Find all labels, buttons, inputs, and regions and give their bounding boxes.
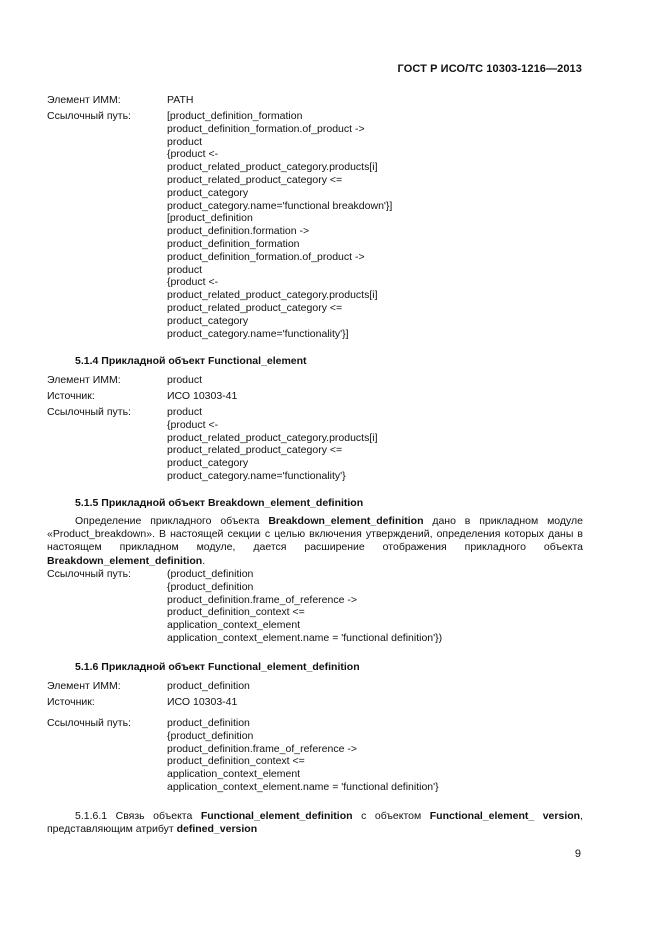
section-paragraph-5-1-6-1 <box>47 810 583 836</box>
page-number: 9 <box>574 848 581 860</box>
value-source: ИСО 10303-41 <box>167 696 238 708</box>
para-text: 5.1.6.1 Связь объекта <box>75 810 201 822</box>
label-element: Элемент ИММ: <box>47 374 121 386</box>
para-text: с объектом <box>352 810 430 822</box>
value-refpath: product_definition {product_definition product_definition.frame_of_reference -> product_definition_context <= application_context_element application_context_element.name = 'functional definition'} <box>167 717 439 793</box>
para-text: , представляющим атрибут <box>47 810 583 836</box>
document-header: ГОСТ Р ИСО/ТС 10303-1216—2013 <box>397 63 582 75</box>
value-refpath: (product_definition {product_definition product_definition.frame_of_reference -> product_definition_context <= application_context_element application_context_element.name = 'functional definition'}) <box>167 568 443 644</box>
label-refpath: Ссылочный путь: <box>47 406 131 418</box>
label-refpath: Ссылочный путь: <box>47 568 131 580</box>
para-bold-term: Functional_element_definition <box>200 810 353 822</box>
value-element: PATH <box>167 94 194 106</box>
value-refpath: product {product <- product_related_product_category.products[i] product_related_product_category <= product_category product_category.name='functionality'} <box>167 406 378 482</box>
section-heading-5-1-5: 5.1.5 Прикладной объект Breakdown_element_definition <box>75 497 364 509</box>
para-text: . <box>202 554 206 567</box>
para-bold-term: Breakdown_element_definition <box>268 515 424 527</box>
section-heading-5-1-6: 5.1.6 Прикладной объект Functional_element_definition <box>75 661 360 673</box>
label-source: Источник: <box>47 696 95 708</box>
label-element: Элемент ИММ: <box>47 680 121 692</box>
para-text: дано в прикладном модуле «Product_breakdown». В настоящей секции с целью включения утверждений, определения которых даны в настоящем прикладном модуле, дается расширение отображения прикладного объекта <box>47 515 584 554</box>
section-paragraph <box>47 515 583 568</box>
value-element: product <box>167 374 203 386</box>
section-heading-5-1-4: 5.1.4 Прикладной объект Functional_element <box>75 355 307 367</box>
para-bold-term: Functional_element_ version <box>429 810 581 822</box>
label-refpath: Ссылочный путь: <box>47 717 131 729</box>
value-source: ИСО 10303-41 <box>167 390 238 402</box>
label-element: Элемент ИММ: <box>47 94 121 106</box>
para-text: Определение прикладного объекта <box>75 515 269 527</box>
label-source: Источник: <box>47 390 95 402</box>
label-refpath: Ссылочный путь: <box>47 110 131 122</box>
value-refpath: [product_definition_formation product_definition_formation.of_product -> product {product <- product_related_product_category.products[i] product_related_product_category <= product_category product_category.name='functional breakdown'}] [product_definition product_definition.formation -> product_definition_formation product_definition_formation.of_product -> product {product <- product_related_product_category.products[i] product_related_product_category <= product_category product_category.name='functionality'}] <box>167 110 393 340</box>
value-element: product_definition <box>167 680 250 692</box>
para-bold-term: Breakdown_element_definition <box>47 554 203 567</box>
para-bold-term: defined_version <box>176 823 258 836</box>
